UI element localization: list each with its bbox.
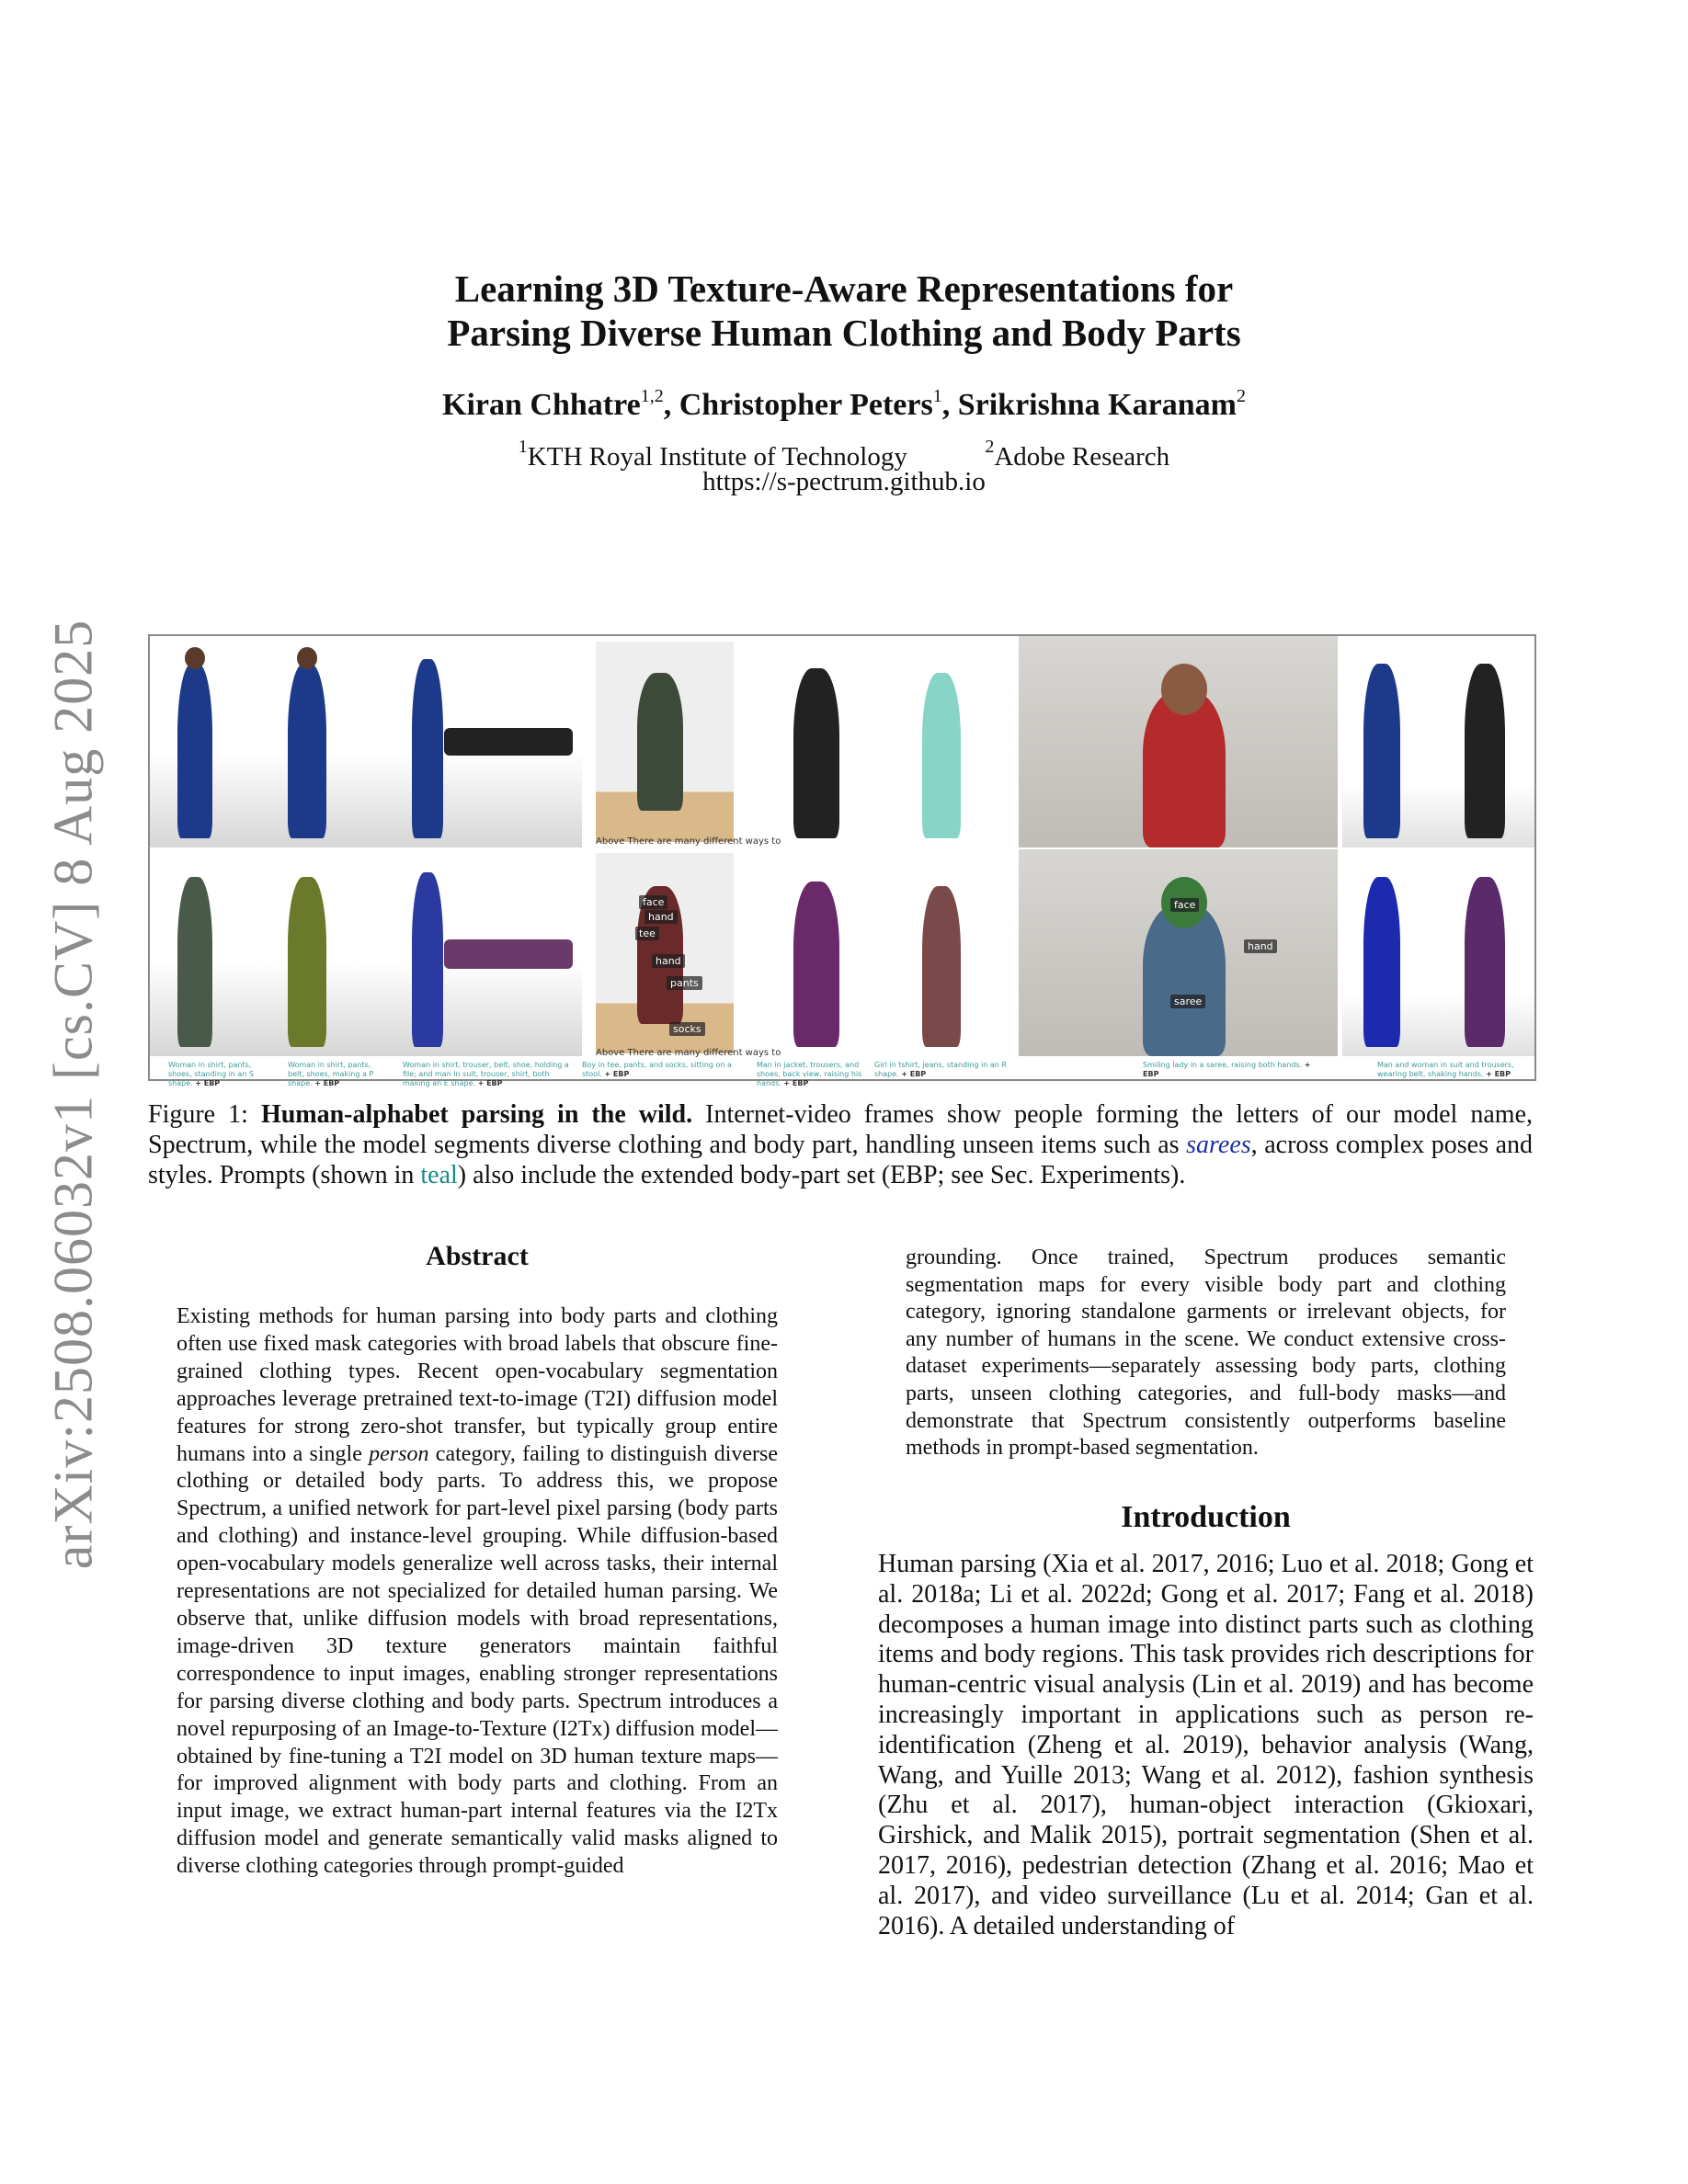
seg-tag: tee — [635, 927, 659, 940]
abstract-heading: Abstract — [426, 1241, 529, 1271]
person-e-man — [444, 728, 573, 756]
prompt-ebp: + EBP — [1486, 1070, 1511, 1078]
above-text-top: Above There are many different ways to — [596, 836, 781, 847]
caption-label: Figure 1: — [148, 1100, 248, 1129]
prompt-text: Boy in tee, pants, and socks, sitting on a stool. — [582, 1061, 732, 1078]
person-r-girl — [922, 673, 961, 838]
prompt-7 — [1143, 1061, 1327, 1079]
introduction-body: Human parsing (Xia et al. 2017, 2016; Luo et al. 2018; Gong et al. 2018a; Li et al. 2022d; Gong et al. 2017; Fang et al. 2018) decomposes a human image into distinct parts such as clothing items and body regions. This task provides rich descriptions for human-centric visual analysis (Lin et al. 2019) and has become increasingly important in applications such as person re-identification (Zheng et al. 2019), behavior analysis (Wang, Wang, and Yuille 2013; Wang et al. 2012), fashion synthesis (Zhu et al. 2017), human-object interaction (Gkioxari, Girshick, and Malik 2015), portrait segmentation (Shen et al. 2017, 2016), pedestrian detection (Zhang et al. 2016; Mao et al. 2017), and video surveillance (Lu et al. 2014; Gan et al. 2016). A detailed understanding of — [878, 1550, 1534, 1940]
seg-tag: hand — [1244, 939, 1277, 953]
caption-text: ) also include the extended body-part set (EBP; see Sec. Experiments). — [457, 1161, 1186, 1189]
prompt-ebp: + EBP — [195, 1079, 221, 1087]
author-list: Kiran Chhatre$^{1,2}$, Christopher Peters$^1$, Srikrishna Karanam$^2$ — [442, 386, 1246, 422]
figure-caption — [148, 1099, 1533, 1190]
figure-1 — [148, 634, 1536, 1087]
seg-man-girl — [738, 849, 1014, 1056]
prompt-4 — [582, 1061, 738, 1079]
author-affil-sup: 1,2 — [640, 386, 664, 406]
seg-tag: saree — [1170, 995, 1205, 1008]
caption-sarees: sarees — [1186, 1131, 1251, 1159]
seg-tag: hand — [652, 954, 685, 968]
seg-jacket-man — [793, 882, 839, 1047]
prompt-ebp: + EBP — [901, 1070, 927, 1078]
introduction-heading: Introduction — [1121, 1500, 1291, 1534]
title-line-2: Parsing Diverse Human Clothing and Body Parts — [447, 312, 1241, 354]
person-couple-woman — [1363, 664, 1400, 838]
head — [185, 647, 205, 669]
prompt-5 — [757, 1061, 867, 1088]
author-name: Kiran Chhatre — [442, 388, 641, 422]
author-name: Christopher Peters — [679, 388, 933, 422]
head — [297, 647, 317, 669]
person-p-woman — [288, 664, 326, 838]
prompt-text: Girl in tshirt, jeans, standing in an R shape. — [874, 1061, 1007, 1078]
prompt-text: Man and woman in suit and trousers, wearing belt, shaking hands. — [1377, 1061, 1514, 1078]
author-affil-sup: 2 — [1236, 386, 1246, 406]
prompt-text: Smiling lady in a saree, raising both hands. — [1143, 1061, 1303, 1069]
above-text-bottom: Above There are many different ways to — [596, 1048, 781, 1058]
prompt-2 — [288, 1061, 380, 1088]
caption-text: Internet-video frames show people forming the letters of our model name, Spectrum, while the model segments diverse clothing and body part, handling unseen items such as — [148, 1100, 1533, 1159]
prompt-text: Woman in shirt, trouser, belt, shoe, holding a file; and man in suit, trouser, shirt, both making an E shape. — [403, 1061, 569, 1087]
prompt-text: Woman in shirt, pants, belt, shoes, making a P shape. — [288, 1061, 374, 1087]
person-s-woman — [177, 664, 212, 838]
seg-tag: hand — [644, 910, 678, 924]
seg-tag: face — [1170, 898, 1199, 912]
prompt-ebp: + EBP — [604, 1070, 630, 1078]
prompt-6 — [874, 1061, 1012, 1079]
seg-couple-woman — [1363, 877, 1400, 1047]
seg-tag: pants — [667, 976, 702, 990]
seg-p-woman — [288, 877, 326, 1047]
author-name: Srikrishna Karanam — [957, 388, 1237, 422]
seg-tag: face — [639, 895, 667, 909]
arxiv-identifier — [28, 616, 120, 1572]
prompt-text: Woman in shirt, pants, shoes, standing in an S shape. — [168, 1061, 255, 1087]
affiliation-kth: KTH Royal Institute of Technology — [527, 442, 907, 472]
project-url[interactable]: https://s-pectrum.github.io — [702, 467, 986, 496]
affil-sup: 2 — [985, 437, 995, 457]
prompt-ebp: + EBP — [1143, 1061, 1311, 1078]
seg-couple-man — [1465, 877, 1505, 1047]
seg-tag: socks — [669, 1022, 705, 1036]
person-e-woman — [412, 659, 443, 838]
prompt-ebp: + EBP — [783, 1079, 809, 1087]
author-affil-sup: 1 — [932, 386, 942, 406]
photo-man-girl — [738, 636, 1014, 847]
arxiv-identifier-text: arXiv:2508.06032v1 [cs.CV] 8 Aug 2025 — [42, 619, 104, 1569]
prompt-ebp: + EBP — [314, 1079, 340, 1087]
seg-r-girl — [922, 886, 961, 1047]
affiliation-adobe: Adobe Research — [994, 442, 1170, 472]
abstract-text: Existing methods for human parsing into body parts and clothing often use fixed mask categories with broad labels that obscure fine-grained clothing types. Recent open-vocabulary segmentation approaches leverage pretrained text-to-image (T2I) diffusion model features for strong zero-shot transfer, but typically group entire humans into a single — [177, 1304, 778, 1466]
paper-title — [0, 267, 1688, 355]
seg-e-man — [444, 939, 573, 969]
seg-e-woman — [412, 872, 443, 1047]
person-jacket-man — [793, 668, 839, 838]
caption-title: Human-alphabet parsing in the wild. — [260, 1100, 693, 1129]
prompt-1 — [168, 1061, 260, 1088]
seg-s-woman — [177, 877, 212, 1047]
affil-sup: 1 — [518, 437, 528, 457]
abstract-text: category, failing to distinguish diverse clothing or detailed body parts. To address this, we propose Spectrum, a unified network for part-level pixel parsing (body parts and clothing) and instance-level grouping. While diffusion-based open-vocabulary models generalize well across tasks, their internal representations are not specialized for detailed human parsing. We observe that, unlike diffusion models with broad representations, image-driven 3D texture generators maintain faithful correspondence to input images, enabling stronger representations for parsing diverse clothing and body parts. Spectrum introduces a novel repurposing of an Image-to-Texture (I2Tx) diffusion model—obtained by fine-tuning a T2I model on 3D human texture maps—for improved alignment with body parts and clothing. From an input image, we extract human-part internal features via the I2Tx diffusion model and generate semantically valid masks aligned to diverse clothing categories through prompt-guided — [177, 1441, 778, 1879]
person-couple-man — [1465, 664, 1505, 838]
abstract-continuation: grounding. Once trained, Spectrum produces semantic segmentation maps for every visible body part and clothing category, ignoring standalone garments or irrelevant objects, for any number of humans in the scene. We conduct extensive cross-dataset experiments—separately assessing body parts, clothing parts, unseen clothing categories, and full-body masks—and demonstrate that Spectrum consistently outperforms baseline methods in prompt-based segmentation. — [906, 1246, 1506, 1461]
head — [1161, 664, 1207, 715]
prompt-3 — [403, 1061, 577, 1088]
prompt-ebp: + EBP — [477, 1079, 503, 1087]
person-sitting-boy — [637, 673, 683, 811]
abstract-person: person — [369, 1441, 429, 1466]
prompt-text: Man in jacket, trousers, and shoes, back view, raising his hands. — [757, 1061, 862, 1087]
abstract-body — [177, 1303, 778, 1881]
caption-teal: teal — [420, 1161, 458, 1189]
title-line-1: Learning 3D Texture-Aware Representations for — [454, 267, 1234, 310]
caption-text: , across complex poses and styles. Prompts (shown in — [148, 1131, 1533, 1189]
prompt-8 — [1377, 1061, 1524, 1079]
